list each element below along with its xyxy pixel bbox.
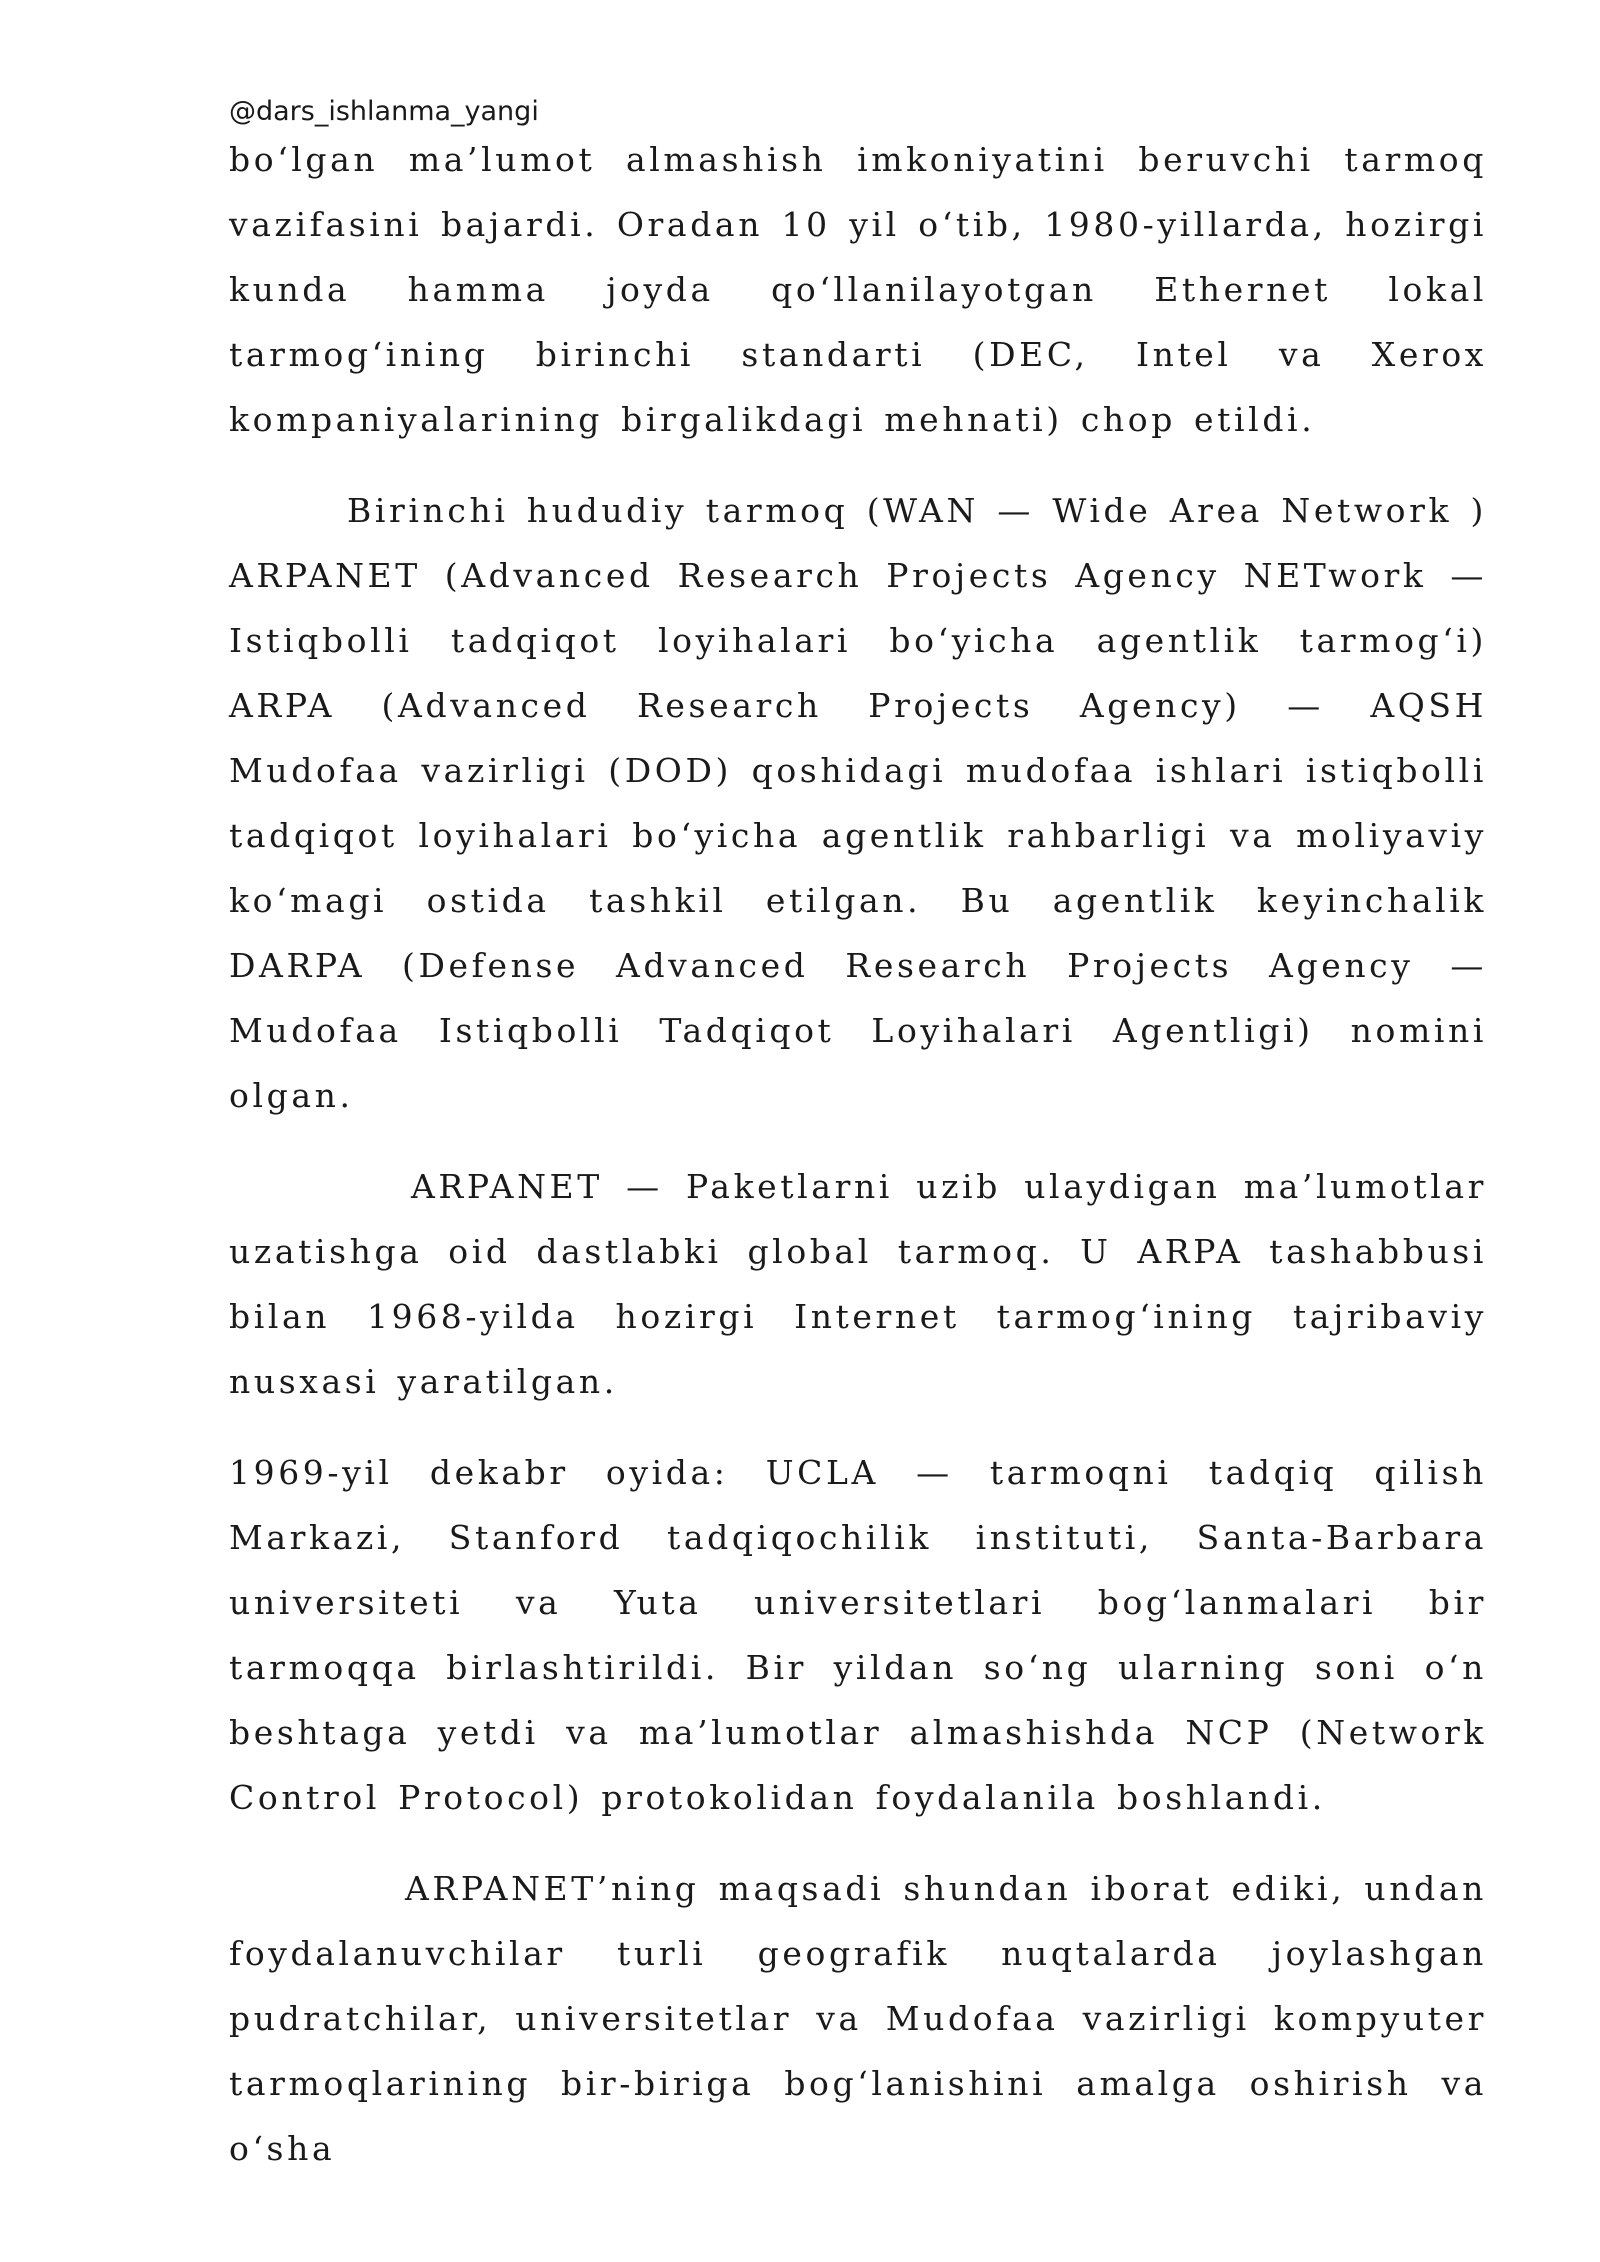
paragraph-arpanet-definition: ARPANET — Paketlarni uzib ulaydigan ma’lumotlar uzatishga oid dastlabki global tarmoq. U ARPA tashabbusi bilan 1968-yilda hozirgi Internet tarmog‘ining tajribaviy nusxasi yaratilgan.: [229, 1167, 1487, 1401]
paragraph-arpanet-goal: ARPANET’ning maqsadi shundan iborat ediki, undan foydalanuvchilar turli geografik nuqtalarda joylashgan pudratchilar, universitetlar va Mudofaa vazirligi kompyuter tarmoqlarining bir-biriga bog‘lanishini amalga oshirish va o‘sha: [229, 1869, 1487, 2168]
body-text: [229, 127, 1487, 2207]
paragraph-continuation: bo‘lgan ma’lumot almashish imkoniyatini beruvchi tarmoq vazifasini bajardi. Oradan 10 yil o‘tib, 1980-yillarda, hozirgi kunda hamma joyda qo‘llanilayotgan Ethernet lokal tarmog‘ining birinchi standarti (DEC, Intel va Xerox kompaniyalarining birgalikdagi mehnati) chop etildi.: [229, 140, 1487, 439]
paragraph-arpanet-wan: Birinchi hududiy tarmoq (WAN — Wide Area Network ) ARPANET (Advanced Research Projects Agency NETwork — Istiqbolli tadqiqot loyihalari bo‘yicha agentlik tarmog‘i) ARPA (Advanced Research Projects Agency) — AQSH Mudofaa vazirligi (DOD) qoshidagi mudofaa ishlari istiqbolli tadqiqot loyihalari bo‘yicha agentlik rahbarligi va moliyaviy ko‘magi ostida tashkil etilgan. Bu agentlik keyinchalik DARPA (Defense Advanced Research Projects Agency — Mudofaa Istiqbolli Tadqiqot Loyihalari Agentligi) nomini olgan.: [229, 491, 1487, 1115]
watermark-handle: @dars_ishlanma_yangi: [229, 96, 539, 127]
paragraph-1969-network: 1969-yil dekabr oyida: UCLA — tarmoqni tadqiq qilish Markazi, Stanford tadqiqochilik instituti, Santa-Barbara universiteti va Yuta universitetlari bog‘lanmalari bir tarmoqqa birlashtirildi. Bir yildan so‘ng ularning soni o‘n beshtaga yetdi va ma’lumotlar almashishda NCP (Network Control Protocol) protokolidan foydalanila boshlandi.: [229, 1453, 1487, 1817]
